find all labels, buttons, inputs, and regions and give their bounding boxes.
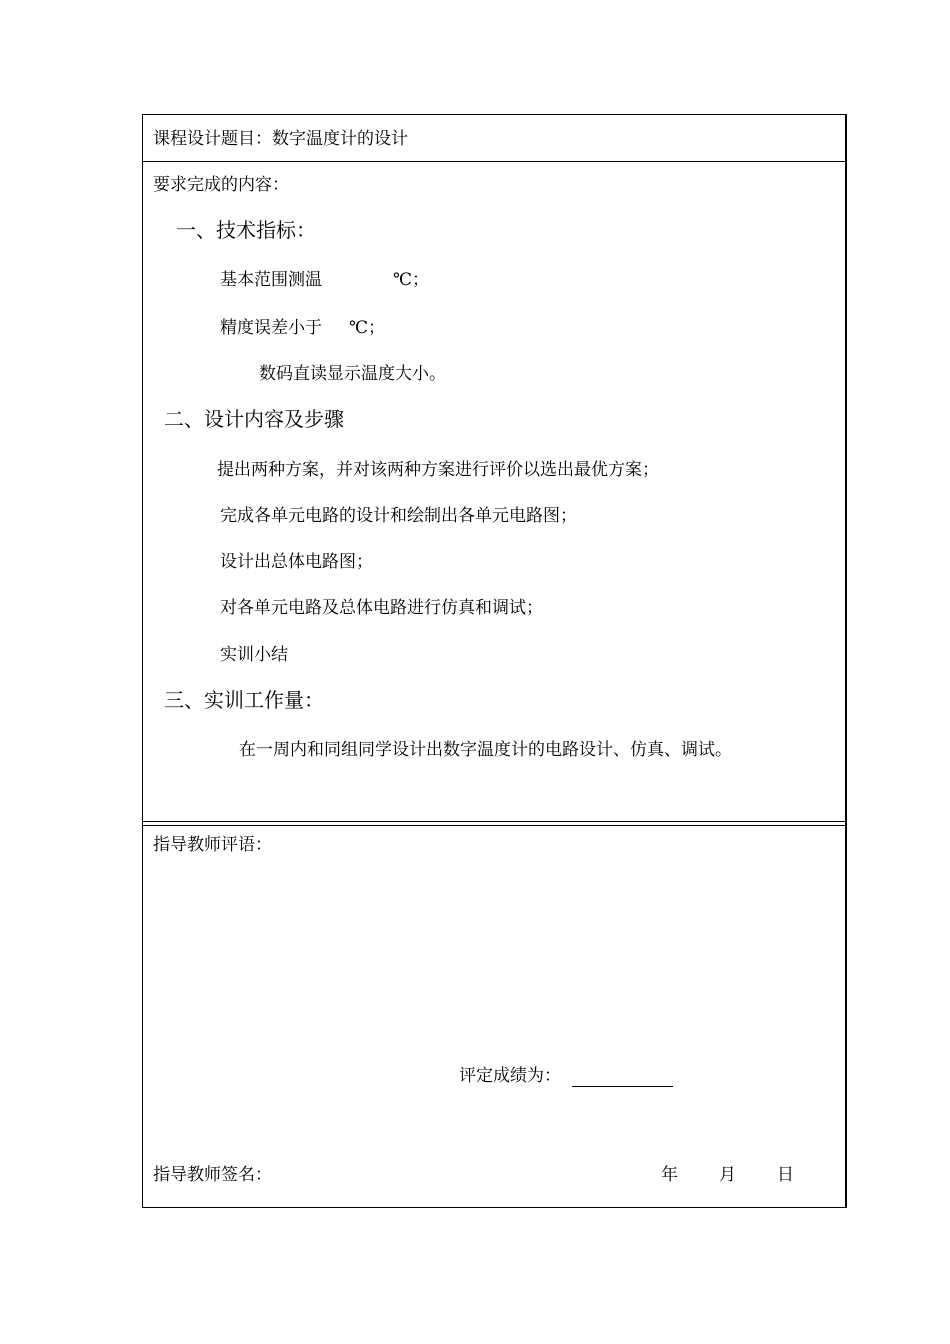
date-day: 日 xyxy=(777,1165,794,1185)
date-month: 月 xyxy=(719,1165,736,1185)
course-design-form xyxy=(142,114,847,1208)
step-item: 实训小结 xyxy=(220,645,288,665)
course-title: 课程设计题目：数字温度计的设计 xyxy=(153,129,408,149)
step-item: 设计出总体电路图； xyxy=(220,552,373,572)
section-heading-design-steps: 二、设计内容及步骤 xyxy=(164,407,344,431)
date-year: 年 xyxy=(661,1165,678,1185)
teacher-signature-label: 指导教师签名： xyxy=(153,1165,272,1185)
spec-digital-display: 数码直读显示温度大小。 xyxy=(259,364,446,384)
grade-blank-line xyxy=(572,1086,673,1087)
teacher-comments-label: 指导教师评语： xyxy=(153,835,272,855)
section-heading-workload: 三、实训工作量： xyxy=(164,688,324,712)
grade-label: 评定成绩为： xyxy=(459,1066,561,1086)
spec-precision-unit: ℃； xyxy=(349,318,386,338)
section-heading-tech-specs: 一、技术指标： xyxy=(176,218,316,242)
requirements-divider-upper xyxy=(143,821,845,822)
requirements-divider-lower xyxy=(143,825,845,826)
step-item: 完成各单元电路的设计和绘制出各单元电路图； xyxy=(220,506,577,526)
spec-precision: 精度误差小于 xyxy=(220,318,322,338)
spec-temp-range-unit: ℃； xyxy=(393,270,430,290)
title-row-divider xyxy=(143,161,845,162)
step-item: 提出两种方案，并对该两种方案进行评价以选出最优方案； xyxy=(217,460,659,480)
workload-description: 在一周内和同组同学设计出数字温度计的电路设计、仿真、调试。 xyxy=(239,740,732,760)
requirements-label: 要求完成的内容： xyxy=(153,175,289,195)
spec-temp-range: 基本范围测温 xyxy=(220,270,322,290)
step-item: 对各单元电路及总体电路进行仿真和调试； xyxy=(220,598,543,618)
